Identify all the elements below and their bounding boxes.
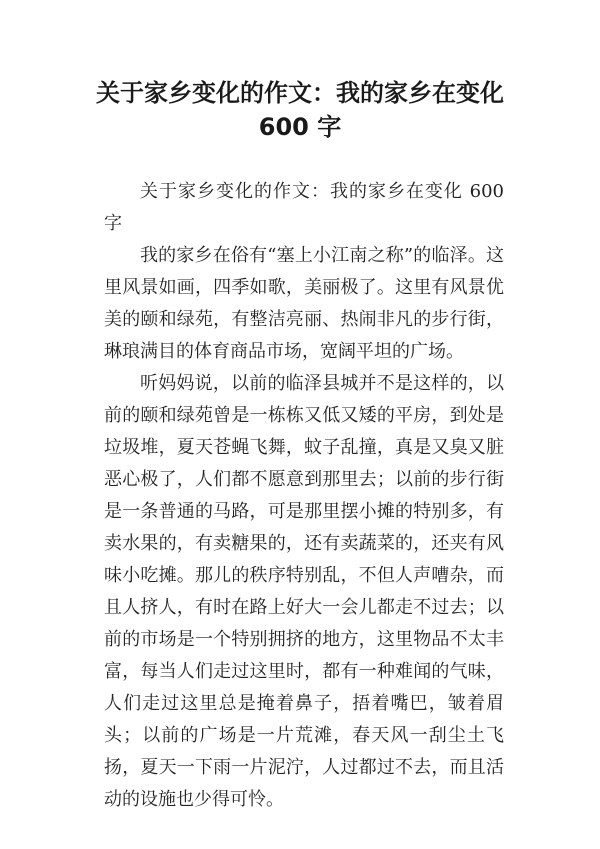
document-title: 关于家乡变化的作文：我的家乡在变化 600 字 (96, 79, 504, 141)
paragraph-1: 关于家乡变化的作文：我的家乡在变化 600 字 (104, 181, 504, 234)
paragraph-3: 听妈妈说，以前的临泽县城并不是这样的，以前的颐和绿苑曾是一栋栋又低又矮的平房，到处是垃圾堆，夏天苍蝇飞舞，蚊子乱撞，真是又臭又脏恶心极了，人们都不愿意到那里去；以前的步行街是一条普通的马路，可是那里摆小摊的特别多，有卖水果的，有卖糖果的，还有卖蔬菜的，还夹有风味小吃摊。那儿的秩序特别乱，不但人声嘈杂，而且人挤人，有时在路上好大一会儿都走不过去；以前的市场是一个特别拥挤的地方，这里物品不太丰富，每当人们走过这里时，都有一种难闻的气味，人们走过这里总是掩着鼻子，捂着嘴巴，皱着眉头；以前的广场是一片荒滩，春天风一刮尘土飞扬，夏天一下雨一片泥泞，人过都过不去，而且活动的设施也少得可怜。 (104, 373, 504, 810)
paragraph-2: 我的家乡在俗有“塞上小江南之称”的临泽。这里风景如画，四季如歌，美丽极了。这里有风景优美的颐和绿苑，有整洁亮丽、热闹非凡的步行街，琳琅满目的体育商品市场，宽阔平坦的广场。 (104, 245, 504, 362)
document-body (104, 176, 504, 816)
